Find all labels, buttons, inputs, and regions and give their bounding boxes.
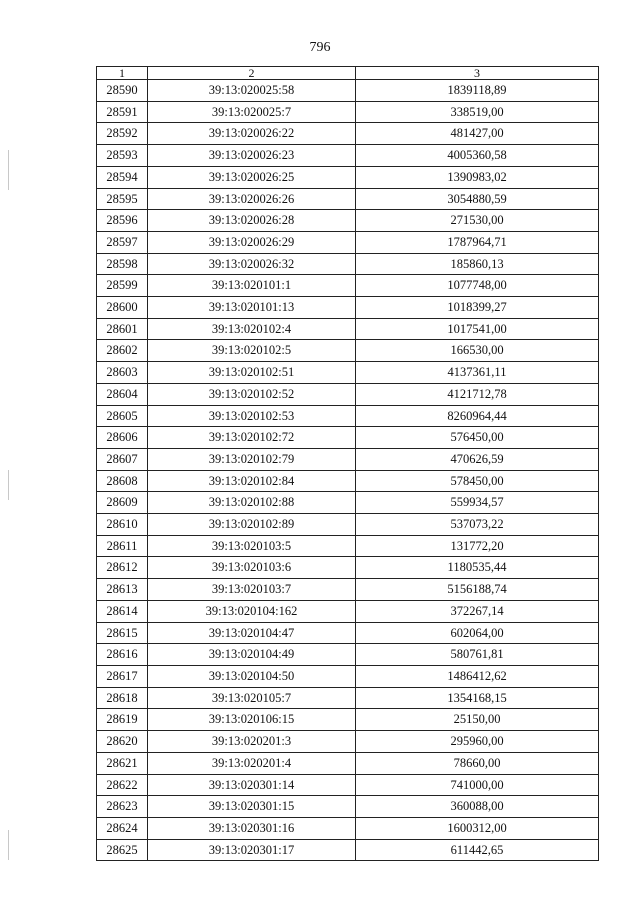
cadastral-value: 559934,57 [356, 492, 599, 514]
table-row [97, 817, 599, 839]
cadastral-value: 338519,00 [356, 101, 599, 123]
page-number: 796 [309, 40, 331, 55]
cadastral-value: 185860,13 [356, 253, 599, 275]
table-row [97, 579, 599, 601]
cadastral-value: 1600312,00 [356, 817, 599, 839]
cadastral-number: 39:13:020104:47 [148, 622, 356, 644]
header-row [97, 67, 599, 80]
table-header [97, 67, 599, 80]
table-row [97, 535, 599, 557]
cadastral-number: 39:13:020026:26 [148, 188, 356, 210]
cadastral-number: 39:13:020101:13 [148, 297, 356, 319]
table-row [97, 709, 599, 731]
table-row [97, 731, 599, 753]
row-number: 28615 [97, 622, 148, 644]
cadastral-number: 39:13:020201:3 [148, 731, 356, 753]
row-number: 28590 [97, 80, 148, 102]
cadastral-value: 1839118,89 [356, 80, 599, 102]
cadastral-value: 5156188,74 [356, 579, 599, 601]
table-body [97, 80, 599, 861]
cadastral-number: 39:13:020026:28 [148, 210, 356, 232]
table-row [97, 231, 599, 253]
cadastral-value: 537073,22 [356, 514, 599, 536]
cadastral-number: 39:13:020301:15 [148, 796, 356, 818]
row-number: 28597 [97, 231, 148, 253]
cadastral-value: 360088,00 [356, 796, 599, 818]
table-row [97, 210, 599, 232]
cadastral-value: 602064,00 [356, 622, 599, 644]
header-col-1: 1 [97, 67, 148, 80]
row-number: 28595 [97, 188, 148, 210]
table-row [97, 188, 599, 210]
row-number: 28592 [97, 123, 148, 145]
table-row [97, 166, 599, 188]
scan-artifact [8, 470, 9, 500]
row-number: 28618 [97, 687, 148, 709]
header-col-2: 2 [148, 67, 356, 80]
cadastral-value: 1486412,62 [356, 665, 599, 687]
cadastral-number: 39:13:020102:89 [148, 514, 356, 536]
table-row [97, 275, 599, 297]
cadastral-value: 4005360,58 [356, 145, 599, 167]
scan-artifact [8, 830, 9, 860]
cadastral-number: 39:13:020201:4 [148, 752, 356, 774]
row-number: 28609 [97, 492, 148, 514]
table-row [97, 427, 599, 449]
row-number: 28605 [97, 405, 148, 427]
table-row [97, 145, 599, 167]
cadastral-number: 39:13:020103:5 [148, 535, 356, 557]
table-row [97, 644, 599, 666]
cadastral-value: 1180535,44 [356, 557, 599, 579]
cadastral-value: 3054880,59 [356, 188, 599, 210]
cadastral-value: 1787964,71 [356, 231, 599, 253]
row-number: 28625 [97, 839, 148, 861]
cadastral-value: 8260964,44 [356, 405, 599, 427]
cadastral-number: 39:13:020102:72 [148, 427, 356, 449]
cadastral-value: 25150,00 [356, 709, 599, 731]
cadastral-value: 578450,00 [356, 470, 599, 492]
cadastral-number: 39:13:020025:58 [148, 80, 356, 102]
row-number: 28620 [97, 731, 148, 753]
cadastral-value: 131772,20 [356, 535, 599, 557]
table-row [97, 665, 599, 687]
cadastral-number: 39:13:020104:49 [148, 644, 356, 666]
cadastral-number: 39:13:020102:88 [148, 492, 356, 514]
cadastral-value: 271530,00 [356, 210, 599, 232]
row-number: 28593 [97, 145, 148, 167]
table-row [97, 839, 599, 861]
cadastral-number: 39:13:020026:29 [148, 231, 356, 253]
cadastral-number: 39:13:020102:51 [148, 362, 356, 384]
cadastral-value: 372267,14 [356, 600, 599, 622]
table-row [97, 600, 599, 622]
table-row [97, 101, 599, 123]
table-row [97, 383, 599, 405]
row-number: 28602 [97, 340, 148, 362]
table-row [97, 752, 599, 774]
row-number: 28604 [97, 383, 148, 405]
cadastral-number: 39:13:020105:7 [148, 687, 356, 709]
row-number: 28621 [97, 752, 148, 774]
row-number: 28608 [97, 470, 148, 492]
row-number: 28596 [97, 210, 148, 232]
cadastral-number: 39:13:020106:15 [148, 709, 356, 731]
cadastral-value: 4137361,11 [356, 362, 599, 384]
cadastral-value: 741000,00 [356, 774, 599, 796]
row-number: 28601 [97, 318, 148, 340]
row-number: 28600 [97, 297, 148, 319]
cadastral-value: 78660,00 [356, 752, 599, 774]
cadastral-number: 39:13:020026:23 [148, 145, 356, 167]
table-row [97, 448, 599, 470]
row-number: 28612 [97, 557, 148, 579]
row-number: 28613 [97, 579, 148, 601]
cadastral-value: 1017541,00 [356, 318, 599, 340]
row-number: 28624 [97, 817, 148, 839]
cadastral-number: 39:13:020104:162 [148, 600, 356, 622]
cadastral-number: 39:13:020102:79 [148, 448, 356, 470]
table-row [97, 774, 599, 796]
table-row [97, 557, 599, 579]
row-number: 28619 [97, 709, 148, 731]
cadastral-value: 1018399,27 [356, 297, 599, 319]
cadastral-number: 39:13:020102:4 [148, 318, 356, 340]
cadastral-number: 39:13:020103:6 [148, 557, 356, 579]
table-row [97, 796, 599, 818]
table-row [97, 622, 599, 644]
cadastral-number: 39:13:020025:7 [148, 101, 356, 123]
row-number: 28614 [97, 600, 148, 622]
cadastral-number: 39:13:020102:84 [148, 470, 356, 492]
cadastral-number: 39:13:020026:22 [148, 123, 356, 145]
cadastral-value: 4121712,78 [356, 383, 599, 405]
table-row [97, 318, 599, 340]
cadastral-value: 1077748,00 [356, 275, 599, 297]
table-row [97, 340, 599, 362]
table-row [97, 80, 599, 102]
cadastral-value: 295960,00 [356, 731, 599, 753]
row-number: 28594 [97, 166, 148, 188]
row-number: 28599 [97, 275, 148, 297]
row-number: 28617 [97, 665, 148, 687]
row-number: 28611 [97, 535, 148, 557]
row-number: 28622 [97, 774, 148, 796]
row-number: 28598 [97, 253, 148, 275]
cadastral-value: 481427,00 [356, 123, 599, 145]
registry-table [96, 66, 599, 861]
row-number: 28607 [97, 448, 148, 470]
table-row [97, 514, 599, 536]
row-number: 28591 [97, 101, 148, 123]
cadastral-number: 39:13:020301:16 [148, 817, 356, 839]
row-number: 28603 [97, 362, 148, 384]
cadastral-value: 580761,81 [356, 644, 599, 666]
table-row [97, 687, 599, 709]
row-number: 28623 [97, 796, 148, 818]
cadastral-value: 576450,00 [356, 427, 599, 449]
table-row [97, 297, 599, 319]
table-row [97, 470, 599, 492]
table-row [97, 253, 599, 275]
cadastral-value: 166530,00 [356, 340, 599, 362]
table-row [97, 123, 599, 145]
cadastral-value: 1390983,02 [356, 166, 599, 188]
cadastral-number: 39:13:020104:50 [148, 665, 356, 687]
table-row [97, 362, 599, 384]
cadastral-value: 1354168,15 [356, 687, 599, 709]
row-number: 28606 [97, 427, 148, 449]
cadastral-number: 39:13:020102:52 [148, 383, 356, 405]
cadastral-number: 39:13:020103:7 [148, 579, 356, 601]
cadastral-number: 39:13:020102:5 [148, 340, 356, 362]
header-col-3: 3 [356, 67, 599, 80]
table-row [97, 405, 599, 427]
scan-artifact [8, 150, 9, 190]
row-number: 28610 [97, 514, 148, 536]
cadastral-number: 39:13:020102:53 [148, 405, 356, 427]
cadastral-number: 39:13:020026:32 [148, 253, 356, 275]
cadastral-number: 39:13:020301:17 [148, 839, 356, 861]
cadastral-number: 39:13:020026:25 [148, 166, 356, 188]
cadastral-number: 39:13:020301:14 [148, 774, 356, 796]
cadastral-value: 470626,59 [356, 448, 599, 470]
row-number: 28616 [97, 644, 148, 666]
cadastral-value: 611442,65 [356, 839, 599, 861]
cadastral-number: 39:13:020101:1 [148, 275, 356, 297]
table-row [97, 492, 599, 514]
